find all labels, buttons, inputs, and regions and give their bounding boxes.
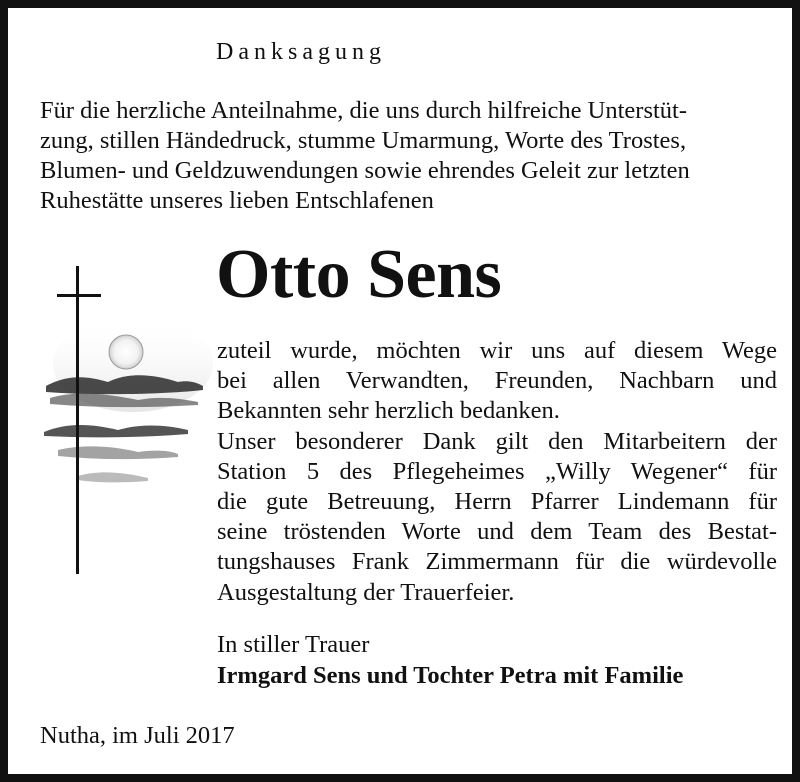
intro-line: Blumen- und Geldzuwendungen sowie ehrendes Geleit zur letzten (40, 157, 690, 184)
cross-horizontal (57, 294, 101, 297)
hill-shape (44, 425, 188, 437)
intro-paragraph (40, 96, 788, 216)
body-line: bei allen Verwandten, Freunden, Nachbarn und (217, 367, 777, 395)
body-line: tungshauses Frank Zimmermann für die würdevolle (217, 548, 777, 576)
family-signature: Irmgard Sens und Tochter Petra mit Familie (217, 662, 684, 689)
body-line: seine tröstenden Worte und dem Team des Bestat- (217, 518, 777, 546)
intro-line: Ruhestätte unseres lieben Entschlafenen (40, 187, 434, 214)
body-line: die gute Betreuung, Herrn Pfarrer Lindemann für (217, 488, 777, 516)
cross-landscape-icon (38, 264, 218, 584)
notice-heading: Danksagung (216, 39, 386, 65)
hill-shape (78, 472, 148, 482)
place-date: Nutha, im Juli 2017 (40, 722, 235, 749)
sun-shape (109, 335, 143, 369)
mourning-line: In stiller Trauer (217, 631, 370, 658)
body-line: Ausgestaltung der Trauerfeier. (217, 578, 515, 606)
body-line: zuteil wurde, möchten wir uns auf diesem Wege (217, 337, 777, 364)
thanks-paragraph (217, 336, 777, 608)
deceased-name: Otto Sens (216, 236, 502, 313)
body-line: Unser besonderer Dank gilt den Mitarbeitern der (217, 427, 777, 455)
body-line: Bekannten sehr herzlich bedanken. (217, 397, 560, 425)
intro-line: Für die herzliche Anteilnahme, die uns durch hilfreiche Unterstüt- (40, 97, 688, 124)
intro-line: zung, stillen Händedruck, stumme Umarmung, Worte des Trostes, (40, 127, 687, 154)
cross-vertical (76, 266, 79, 574)
body-line: Station 5 des Pflegeheimes „Willy Wegener“ für (217, 457, 777, 485)
